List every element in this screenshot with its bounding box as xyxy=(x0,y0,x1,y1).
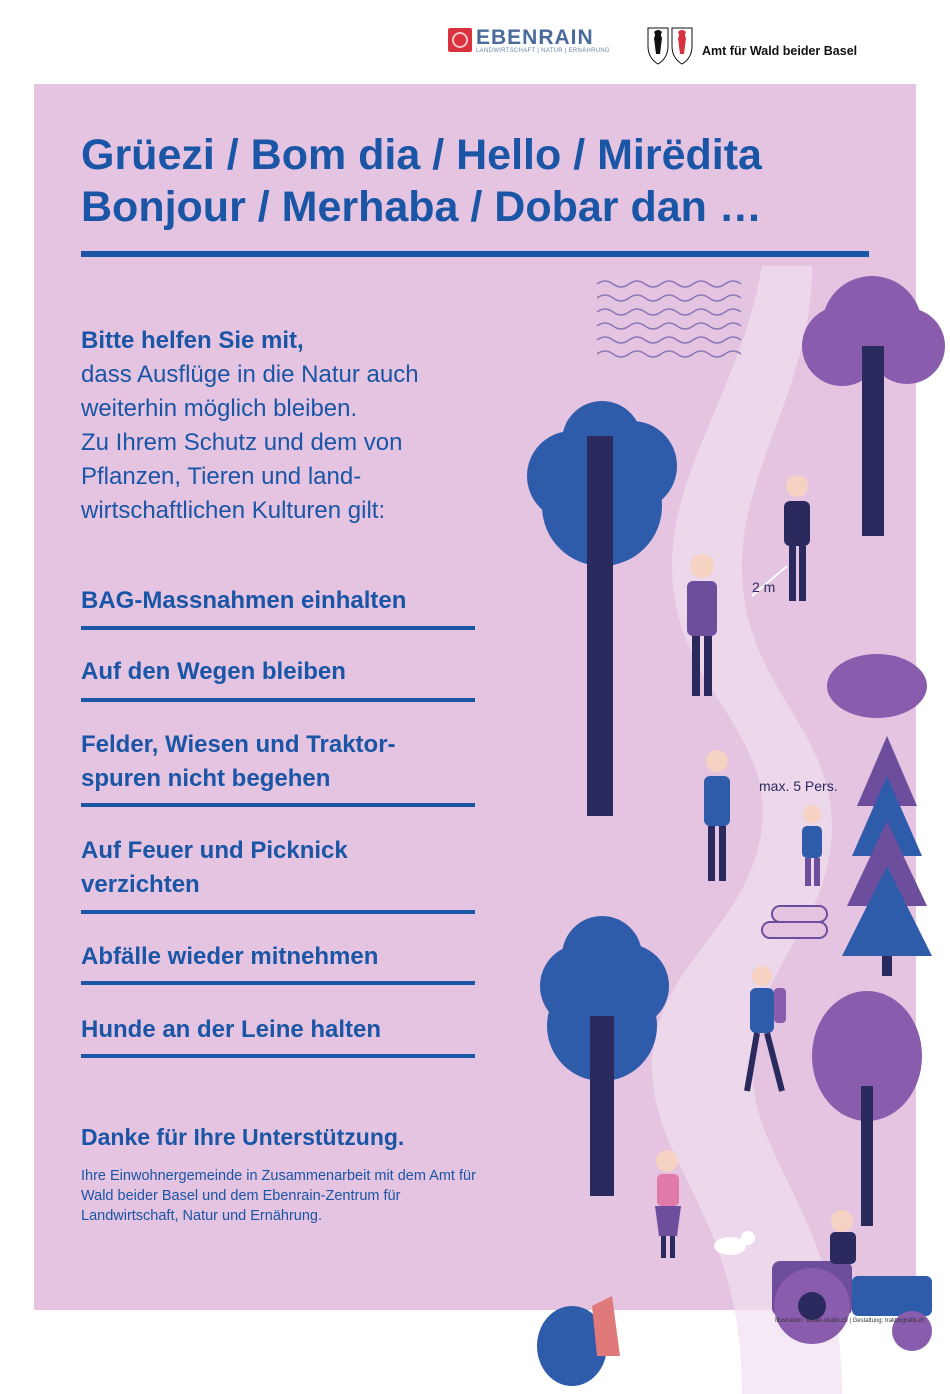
ebenrain-subtitle: LANDWIRTSCHAFT | NATUR | ERNÄHRUNG xyxy=(476,48,610,54)
wood-logs xyxy=(762,906,827,938)
rule-item xyxy=(81,655,475,689)
rule-divider xyxy=(81,910,475,914)
credit-line: Illustration: studio-studio.ch | Gestaltung: traktorgrafik.ch xyxy=(775,1318,925,1324)
purple-tree-right xyxy=(802,276,945,536)
rule-divider xyxy=(81,1054,475,1058)
rule-item xyxy=(81,1013,475,1047)
group-size-label: max. 5 Pers. xyxy=(759,778,838,794)
intro-text xyxy=(81,324,481,528)
amt-name: Amt für Wald beider Basel xyxy=(702,44,858,58)
blue-tree-left xyxy=(527,401,677,816)
rule-text: Abfälle wieder mitnehmen xyxy=(81,943,379,970)
intro-body: dass Ausflüge in die Natur auch weiterhin möglich bleiben. Zu Ihrem Schutz und dem von Pflanzen, Tieren und land- wirtschaftlichen Kulturen gilt: xyxy=(81,361,419,524)
blue-tree-lower xyxy=(540,916,669,1196)
rule-text: Felder, Wiesen und Traktor- spuren nicht begehen xyxy=(81,731,396,792)
distance-label: 2 m xyxy=(752,579,776,595)
amt-logo xyxy=(646,24,857,66)
headline-divider xyxy=(81,251,869,257)
field-lines xyxy=(597,281,741,357)
nature-illustration xyxy=(512,266,950,1394)
rule-text: Auf Feuer und Picknick verzichten xyxy=(81,837,348,898)
rule-divider xyxy=(81,698,475,702)
basel-shields-icon xyxy=(646,24,696,66)
sender-text: Ihre Einwohnergemeinde in Zusammenarbeit mit dem Amt für Wald beider Basel und dem Ebenrain-Zentrum für Landwirtschaft, Natur und Ernährung. xyxy=(81,1168,476,1224)
greeting-headline xyxy=(81,129,881,233)
rule-item xyxy=(81,728,475,796)
rule-item xyxy=(81,834,475,902)
greeting-line-1: Grüezi / Bom dia / Hello / Mirëdita xyxy=(81,131,762,179)
rule-text: BAG-Massnahmen einhalten xyxy=(81,587,407,614)
conifer-tree xyxy=(842,736,932,976)
ebenrain-name: EBENRAIN xyxy=(476,26,594,49)
rule-text: Auf den Wegen bleiben xyxy=(81,658,346,685)
thanks-heading: Danke für Ihre Unterstützung. xyxy=(81,1124,405,1150)
poster xyxy=(34,84,916,1310)
purple-tree-lower xyxy=(812,991,922,1226)
intro-lead: Bitte helfen Sie mit, xyxy=(81,327,304,354)
person-dog-walker xyxy=(655,1150,681,1258)
cherry-icon xyxy=(448,28,472,52)
rule-text: Hunde an der Leine halten xyxy=(81,1016,382,1043)
person-apple xyxy=(704,750,730,881)
person-hiker-2 xyxy=(784,475,810,601)
rule-item xyxy=(81,584,475,618)
page-header xyxy=(0,0,950,84)
rule-divider xyxy=(81,803,475,807)
rule-item xyxy=(81,940,475,974)
greeting-line-2: Bonjour / Merhaba / Dobar dan … xyxy=(81,183,762,231)
rule-divider xyxy=(81,981,475,985)
ebenrain-logo xyxy=(448,28,610,54)
fox xyxy=(592,1296,620,1356)
rule-divider xyxy=(81,626,475,630)
